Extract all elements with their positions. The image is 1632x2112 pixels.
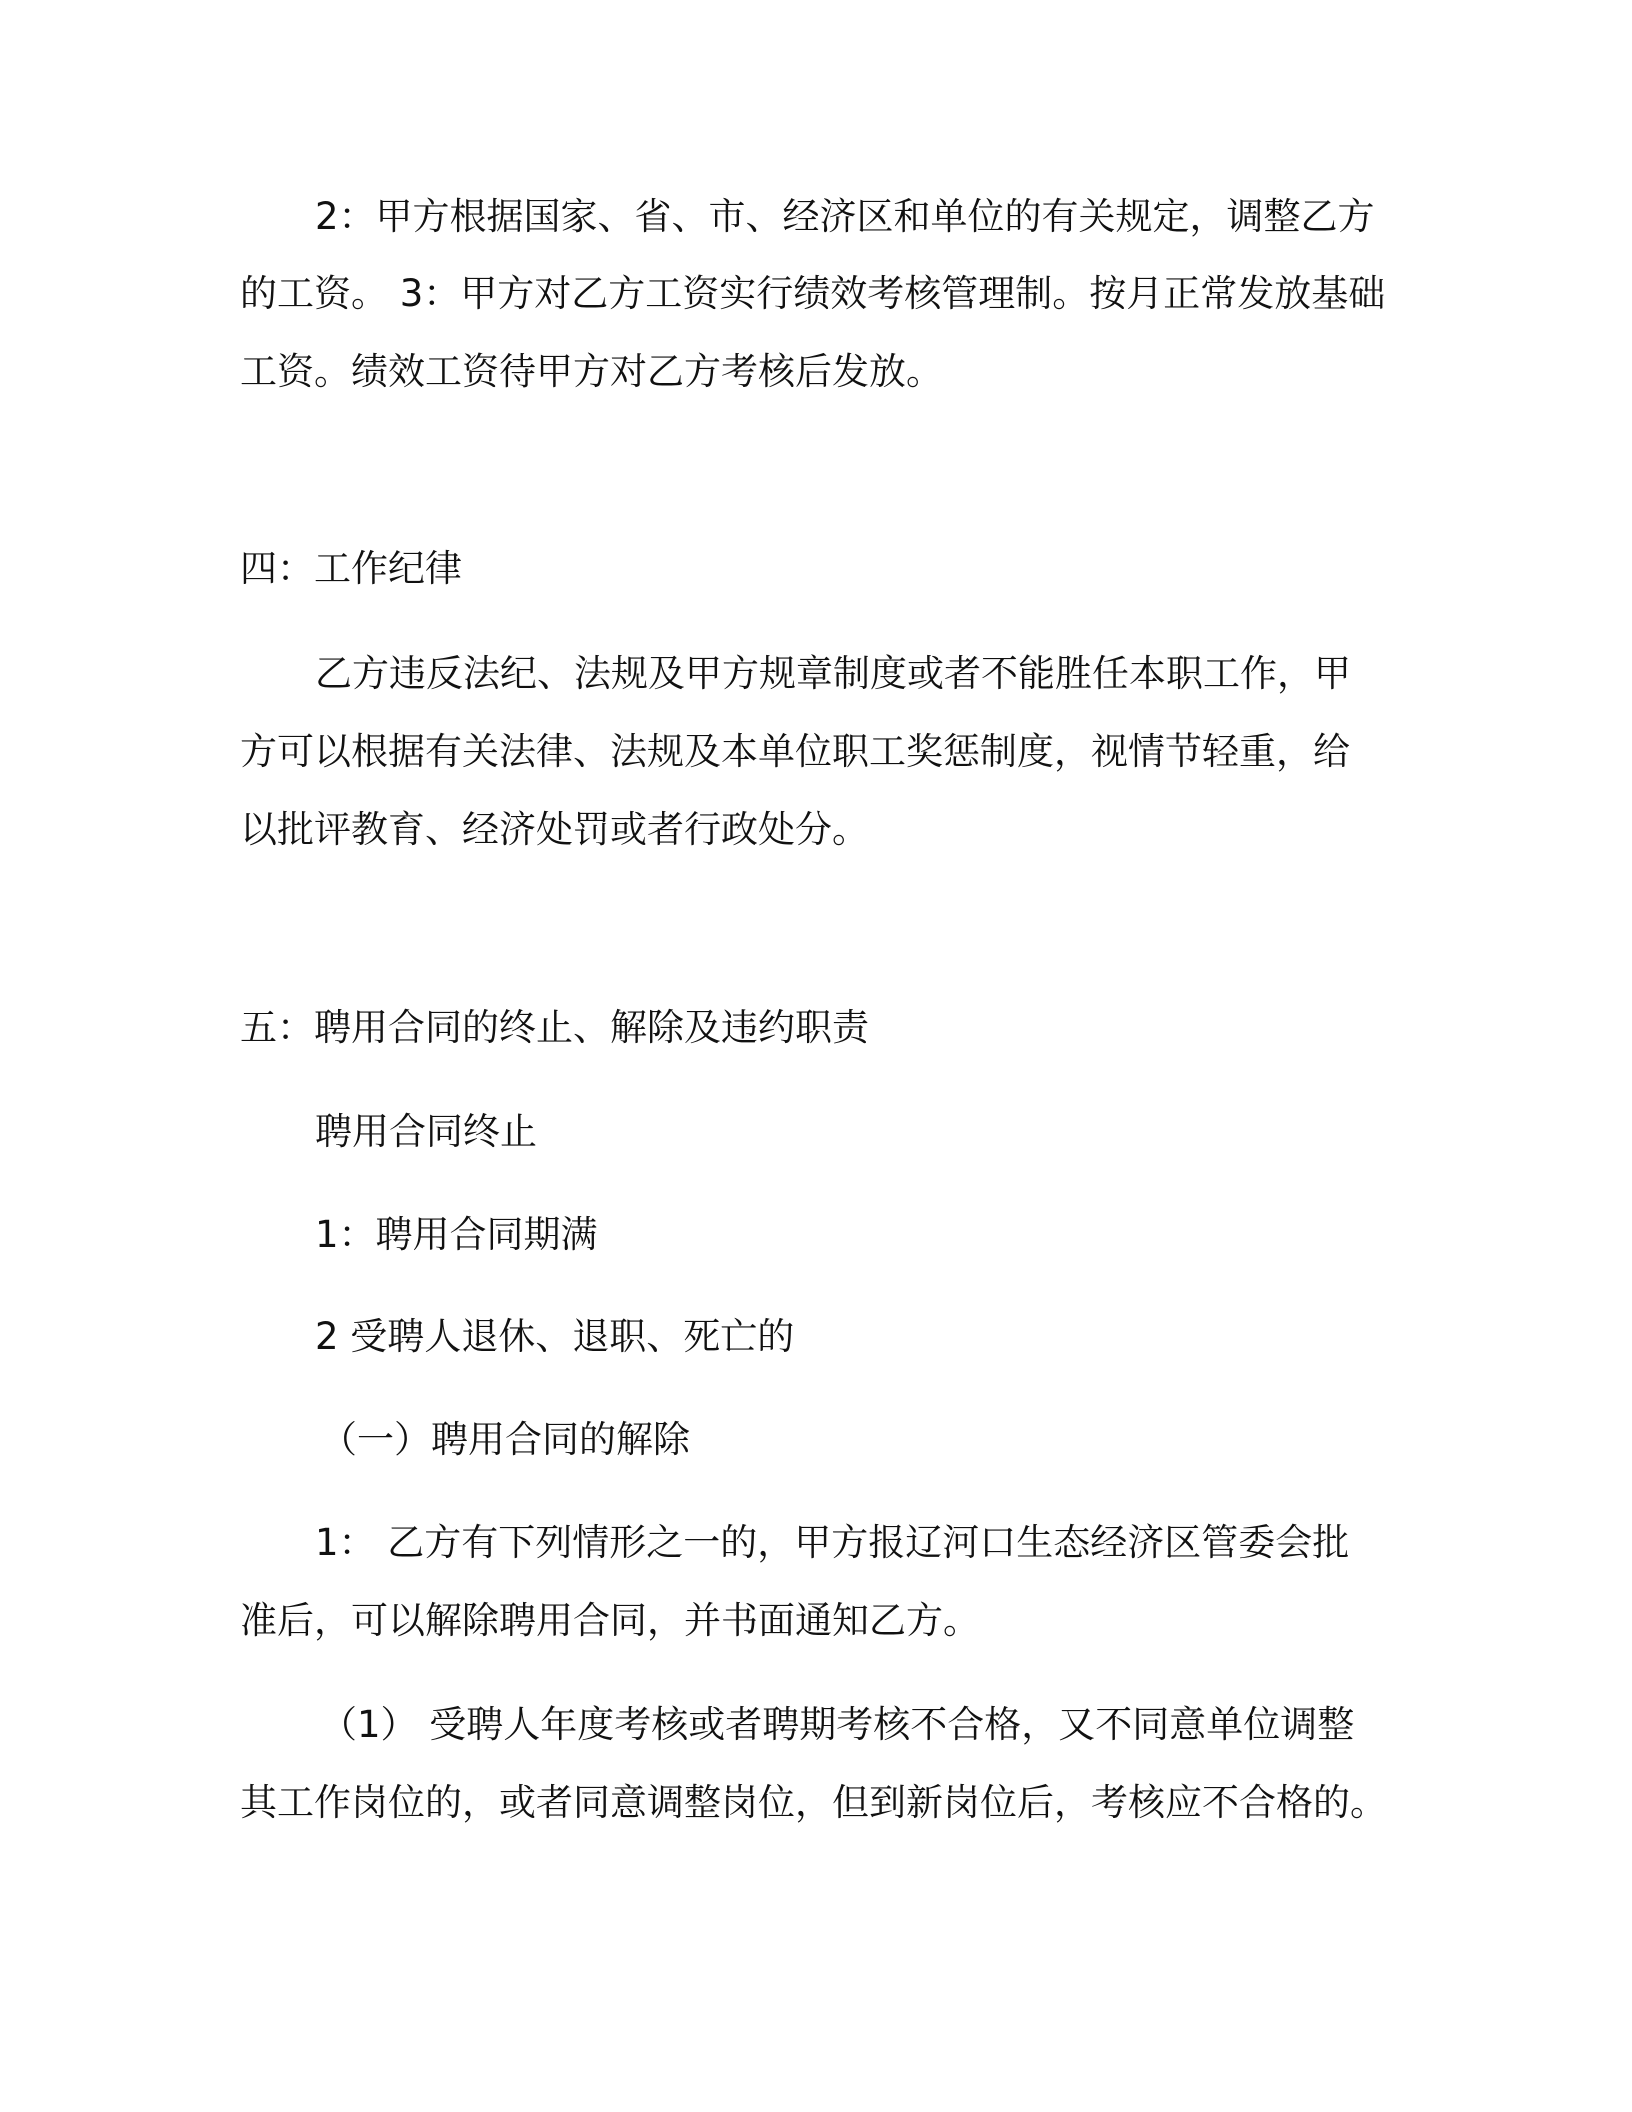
- list-item: 1：聘用合同期满: [315, 1213, 598, 1256]
- paragraph-line: 乙方违反法纪、法规及甲方规章制度或者不能胜任本职工作，甲: [315, 652, 1351, 695]
- paragraph-line: 的工资。 3：甲方对乙方工资实行绩效考核管理制。按月正常发放基础: [240, 272, 1386, 315]
- paragraph-line: 以批评教育、经济处罚或者行政处分。: [240, 808, 869, 851]
- paragraph-line: 准后，可以解除聘用合同，并书面通知乙方。: [240, 1599, 980, 1642]
- subheading: 聘用合同终止: [315, 1110, 537, 1153]
- list-item: 2 受聘人退休、退职、死亡的: [315, 1315, 795, 1358]
- paragraph-line: 工资。绩效工资待甲方对乙方考核后发放。: [240, 350, 943, 393]
- paragraph-line: （1） 受聘人年度考核或者聘期考核不合格，又不同意单位调整: [320, 1703, 1355, 1746]
- paragraph-line: 2：甲方根据国家、省、市、经济区和单位的有关规定，调整乙方: [315, 195, 1375, 238]
- paragraph-line: 1： 乙方有下列情形之一的，甲方报辽河口生态经济区管委会批: [315, 1521, 1350, 1564]
- subheading: （一）聘用合同的解除: [320, 1418, 690, 1461]
- paragraph-line: 其工作岗位的，或者同意调整岗位，但到新岗位后，考核应不合格的。: [240, 1781, 1387, 1824]
- section-heading: 五：聘用合同的终止、解除及违约职责: [240, 1006, 869, 1049]
- paragraph-line: 方可以根据有关法律、法规及本单位职工奖惩制度，视情节轻重，给: [240, 730, 1350, 773]
- section-heading: 四：工作纪律: [240, 547, 462, 590]
